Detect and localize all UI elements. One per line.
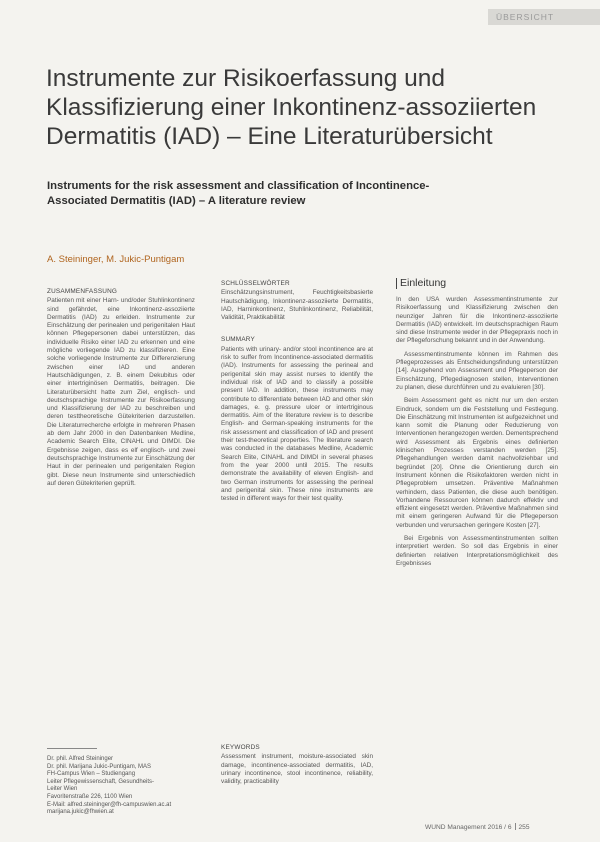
address-line: Dr. phil. Marijana Jukic-Puntigam, MAS bbox=[47, 763, 152, 770]
abstract-german-heading: ZUSAMMENFASSUNG bbox=[47, 288, 118, 295]
introduction-paragraph: Assessmentinstrumente können im Rahmen des Pflegeprozesses als Entscheidungsfindung unterstützen [14]. Ausgehend von Assessment und Pflegeperson der Einschätzung, Pflegediagnosen stellen, Interventionen zu planen, diese durchführen und zu evaluieren [30]. bbox=[396, 350, 558, 391]
keywords-and-summary bbox=[221, 280, 373, 503]
address-line: E-Mail: alfred.steininger@fh-campuswien.ac.at bbox=[47, 801, 172, 808]
address-line: Dr. phil. Alfred Steininger bbox=[47, 756, 114, 762]
footer-separator bbox=[515, 823, 516, 830]
summary-english-heading: SUMMARY bbox=[221, 336, 255, 344]
journal-issue: 2016 / 6 bbox=[487, 824, 512, 831]
page-footer bbox=[425, 823, 530, 831]
article-title: Instrumente zur Risikoerfassung und Klassifizierung einer Inkontinenz-assoziierten Dermatitis (IAD) – Eine Literaturübersicht bbox=[46, 65, 537, 150]
introduction-paragraph: In den USA wurden Assessmentinstrumente zur Risikoerfassung und Klassifizierung zwischen den neunziger Jahren für die Inkontinenz-assoziierte Dermatitis (IAD) entwickelt. Im deutschsprachigen Raum sind diese Instrumente weder in der Pflegepraxis noch in der Pflegeforschung bekannt und in der Anwendung. bbox=[396, 296, 558, 345]
journal-name: WUND Management bbox=[425, 824, 486, 831]
introduction-heading: Einleitung bbox=[396, 278, 558, 289]
address-divider bbox=[47, 748, 97, 749]
page-number: 255 bbox=[518, 824, 530, 831]
keywords-english bbox=[221, 744, 373, 786]
address-line: marijana.jukic@fhwien.at bbox=[47, 809, 114, 816]
summary-english bbox=[221, 336, 373, 503]
address-line: Favoritenstraße 226, 1100 Wien bbox=[47, 793, 133, 800]
address-line: Leiter Pflegewissenschaft, Gesundheits- bbox=[47, 778, 155, 785]
abstract-german-text: Patienten mit einer Harn- und/oder Stuhlinkontinenz sind gefährdet, eine Inkontinenz-assoziierte Dermatitis (IAD) zu erleiden. Instrumente zur Einschätzung der perinealen und perigenitalen Haut können Pflegepersonen dabei unterstützen, das individuelle Risiko einer IAD zu erkennen und eine mögliche vorliegende IAD zu klassifizieren. Eine solche vorliegende Instrumente zur Differenzierung zwischen einer IAD und anderen Hautschädigungen, z. B. einem Dekubitus oder einer intertriginösen Dermatitis, beitragen. Die Literaturübersicht hatte zum Ziel, englisch- und deutschsprachige Instrumente zur Risikoerfassung und Klassifizierung der IAD zu beschreiben und deren testtheoretische Gütekriterien darzustellen. Die Literaturrecherche erfolgte in mehreren Phasen ab dem Jahr 2000 in den Datenbanken Medline, Academic Search Elite, CINAHL und DIMDI. Die Ergebnisse zeigen, dass es elf englisch- und zwei deutschsprachige Instrumente zur Einschätzung der Haut in der perinealen und perigenitalen Region gibt. Diese neun Instrumente sind unterschiedlich auf deren Gütekriterien geprüft. bbox=[47, 297, 195, 487]
summary-english-text: Patients with urinary- and/or stool incontinence are at risk to suffer from Incontinence-associated dermatitis (IAD). Instruments for assessing the perineal and perigenital skin may assist nurses to identify the individual risk of IAD and to classify a possible present IAD. In addition, these instruments may contribute to differentiate between IAD and other skin damages, e. g. pressure ulcer or intertriginous dermatitis. Aim of the literature review is to describe English- and German-speaking instruments for the risk assessment and classification of IAD and present their test-theoretical properties. The literature search was conducted in the databases Medline, Academic Search Elite, CINAHL and DIMDI in several phases from the year 2000 until 2015. The results demonstrate the availability of eleven English- and two German instruments for assessing the perineal and perigenital skin. These nine instruments are tested in different ways for their test quality. bbox=[221, 345, 373, 503]
author-address bbox=[47, 756, 195, 817]
introduction-paragraph: Beim Assessment geht es nicht nur um den ersten Eindruck, sondern um die Feststellung und Festlegung. Die Einschätzung mit Instrumenten ist aufgezeichnet und kann somit die Planung oder Reduzierung von Interventionen herangezogen werden. Dementsprechend wird Assessment als Ergebnis eines definierten klinischen Prozesses verstanden werden [25]. Pflegehandlungen werden damit nachvollziehbar und begründet [20]. Ohne die Orientierung durch ein Instrument können die Risikofaktoren werden nicht in Pflegeproblem umsetzen. Präventive Maßnahmen verhindern, dass Patienten, die diese auch benötigen. Vorhandene Ressourcen können dadurch effektiv und effizient eingesetzt werden. Präventive Maßnahmen sind mit einem geringeren Aufwand für die Pflegeperson verbunden und verursachen geringere Kosten [27]. bbox=[396, 397, 558, 529]
address-line: FH-Campus Wien – Studiengang bbox=[47, 771, 136, 778]
keywords-english-text: Assessment instrument, moisture-associated skin damage, incontinence-associated dermatitis, IAD, urinary incontinence, stool incontinence, reliability, validity, practicability bbox=[221, 753, 373, 786]
introduction-paragraph: Bei Ergebnis von Assessmentinstrumenten sollten interpretiert werden. So soll das Ergebnis in einer definierten relativen Interpretationsmöglichkeit des Ergebnisses bbox=[396, 535, 558, 567]
abstract-german bbox=[47, 288, 195, 488]
authors: A. Steininger, M. Jukic-Puntigam bbox=[47, 254, 185, 265]
keywords-english-heading: KEYWORDS bbox=[221, 744, 260, 751]
section-tag: ÜBERSICHT bbox=[488, 9, 600, 25]
article-subtitle: Instruments for the risk assessment and classification of Incontinence-Associated Dermatitis (IAD) – A literature review bbox=[47, 180, 430, 207]
introduction bbox=[396, 278, 558, 573]
address-line: Leiter Wien bbox=[47, 786, 78, 793]
keywords-german-heading: SCHLÜSSELWÖRTER bbox=[221, 280, 290, 287]
keywords-german-text: Einschätzungsinstrument, Feuchtigkeitsbasierte Hautschädigung, Inkontinenz-assoziierte Dermatitis, IAD, Harninkontinenz, Stuhlinkontinenz, Reliabilität, Validität, Praktikabilität bbox=[221, 289, 373, 322]
